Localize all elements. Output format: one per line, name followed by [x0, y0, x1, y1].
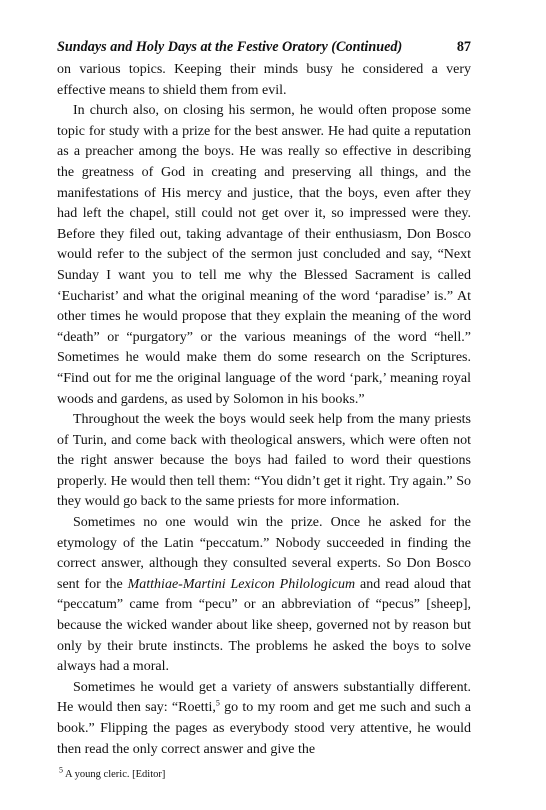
paragraph-continued: on various topics. Keeping their minds busy he considered a very effective means to shield them from evil.	[57, 62, 471, 98]
paragraph-roetti	[57, 678, 471, 760]
book-title: Matthiae-Martini Lexicon Philologicum	[127, 576, 356, 592]
paragraph-peccatum	[57, 513, 471, 678]
page-number: 87	[456, 39, 471, 55]
footnote-marker: 5	[59, 765, 63, 775]
paragraph-peccatum-text-start: Sometimes no one would win the prize. Once he asked for the etymology of the Latin “peccatum.” Nobody succeeded in finding the correct answer, although they consulted several experts. So Don Bosco sent for the	[57, 515, 471, 592]
paragraph-roetti-text-end: go to my room and get me such and such a book.” Flipping the pages as everybody stood very attentive, he would then read the only correct answer and give the	[57, 700, 471, 757]
footnote-text: A young cleric. [Editor]	[63, 769, 166, 781]
paragraph-seeking-help: Throughout the week the boys would seek help from the many priests of Turin, and come back with theological answers, which were often not the right answer because the boys had failed to word their questions properly. He would then tell them: “You didn’t get it right. Try again.” So they would go back to the same priests for more information.	[57, 412, 471, 510]
footnote-reference: 5	[215, 698, 220, 708]
footnote	[57, 765, 471, 782]
paragraph-peccatum-text-end: and read aloud that “peccatum” came from “pecu” or an abbreviation of “pecus” [sheep], because the wicked wander about like sheep, governed not by reason but only by their brute instincts. The problems he asked the boys to solve always had a moral.	[57, 576, 472, 675]
body-text	[57, 60, 471, 760]
book-page	[57, 38, 471, 782]
running-head	[57, 38, 471, 56]
running-head-title: Sundays and Holy Days at the Festive Oratory (Continued)	[57, 39, 403, 55]
paragraph-sermon-topics: In church also, on closing his sermon, he would often propose some topic for study with a prize for the best answer. He had quite a reputation as a preacher among the boys. He was really so effective in describing the greatness of God in creating and preserving all things, and the manifestations of His mercy and justice, that the boys, even after they had left the chapel, still could not get over it, so impressed were they. Before they filed out, taking advantage of their enthusiasm, Don Bosco would refer to the subject of the sermon just concluded and say, “Next Sunday I want you to tell me why the Blessed Sacrament is called ‘Eucharist’ and what the original meaning of the word ‘paradise’ is.” At other times he would propose that they explain the meaning of the word “death” or “purgatory” or the various meanings of the word “hell.” Sometimes he would make them do some research on the Scriptures. “Find out for me the original language of the word ‘park,’ meaning royal woods and gardens, as used by Solomon in his books.”	[57, 103, 471, 407]
paragraph-roetti-text-start: Sometimes he would get a variety of answers substantially different. He would then say: “Roetti,	[57, 679, 471, 716]
